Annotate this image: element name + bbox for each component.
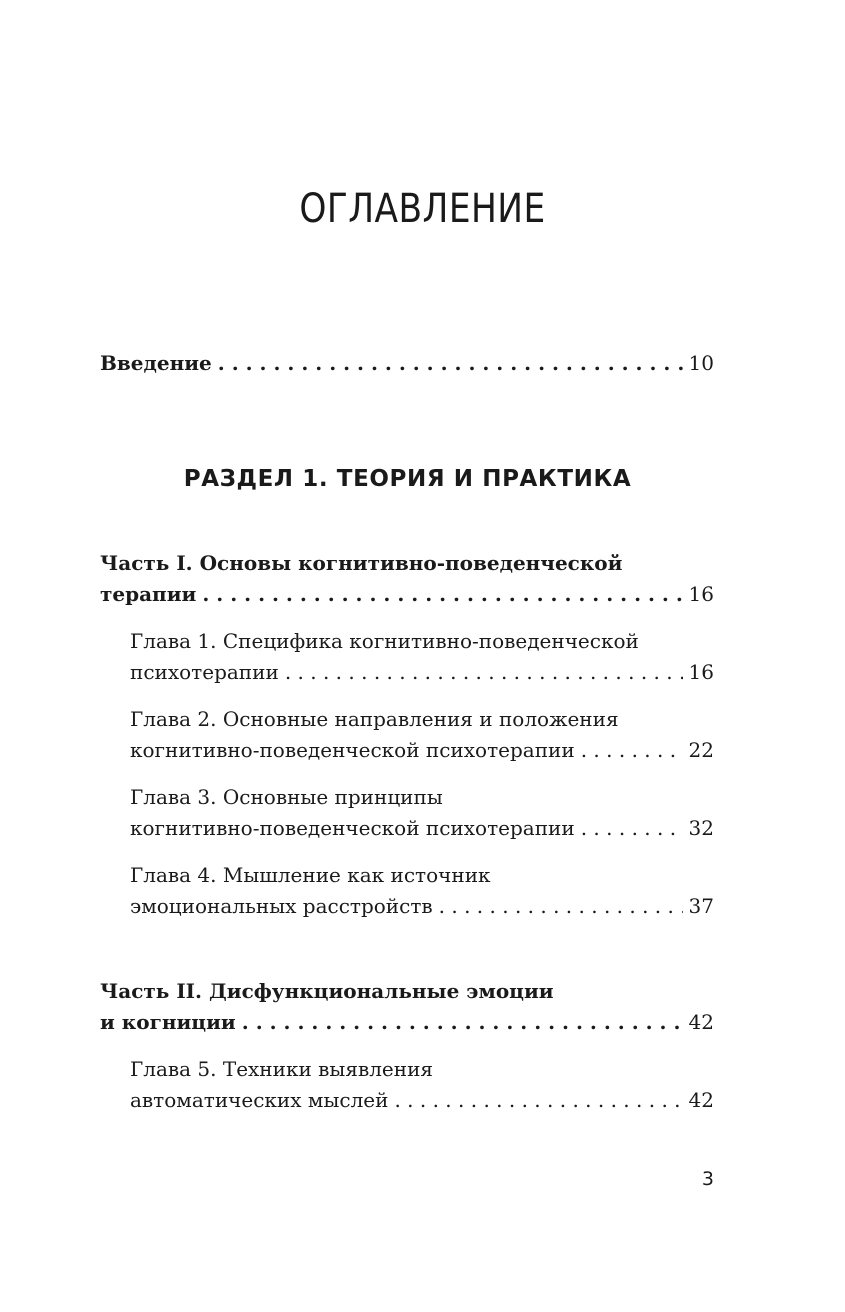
dot-leader	[394, 1085, 682, 1116]
toc-entry-chapter-5[interactable]	[130, 1054, 714, 1116]
toc-entry-part-1[interactable]	[100, 548, 714, 610]
toc-entry-label: Часть II. Дисфункциональные эмоции	[100, 979, 554, 1003]
toc-entry-label: Глава 3. Основные принципы	[130, 785, 443, 809]
toc-page-number: 42	[688, 1010, 714, 1034]
toc-entry-chapter-2[interactable]	[130, 704, 714, 766]
toc-page-number: 22	[688, 738, 714, 762]
dot-leader	[202, 579, 682, 610]
toc-entry-introduction[interactable]	[100, 348, 714, 379]
toc-entry-label: Часть I. Основы когнитивно-поведенческой	[100, 551, 623, 575]
toc-page-number: 37	[688, 894, 714, 918]
section-heading: РАЗДЕЛ 1. ТЕОРИЯ И ПРАКТИКА	[183, 466, 632, 492]
toc-entry-label: Глава 4. Мышление как источник	[130, 863, 491, 887]
toc-entry-label: Глава 2. Основные направления и положения	[130, 707, 619, 731]
toc-entry-label: Глава 1. Специфика когнитивно-поведенческой	[130, 629, 639, 653]
toc-page-number: 32	[688, 816, 714, 840]
toc-entry-label: Глава 5. Техники выявления	[130, 1057, 434, 1081]
dot-leader	[218, 348, 683, 379]
dot-leader	[439, 891, 683, 922]
page-number: 3	[701, 1168, 714, 1190]
toc-entry-label-continued: и когниции	[100, 1010, 236, 1034]
toc-page-number: 16	[688, 660, 714, 684]
toc-entry-chapter-1[interactable]	[130, 626, 714, 688]
dot-leader	[581, 813, 683, 844]
toc-entry-chapter-3[interactable]	[130, 782, 714, 844]
toc-page-number: 42	[688, 1088, 714, 1112]
toc-entry-label-continued: терапии	[100, 582, 197, 606]
toc-entry-part-2[interactable]	[100, 976, 714, 1038]
dot-leader	[285, 657, 683, 688]
toc-page-number: 10	[688, 351, 714, 375]
toc-entry-chapter-4[interactable]	[130, 860, 714, 922]
dot-leader	[581, 735, 683, 766]
page-title: ОГЛАВЛЕНИЕ	[299, 186, 546, 232]
toc-page-number: 16	[688, 582, 714, 606]
dot-leader	[242, 1007, 683, 1038]
toc-entry-label-continued: психотерапии	[130, 660, 279, 684]
toc-entry-label-continued: когнитивно-поведенческой психотерапии	[130, 816, 575, 840]
toc-entry-label-continued: автоматических мыслей	[130, 1088, 389, 1112]
toc-entry-label: Введение	[100, 351, 212, 375]
toc-entry-label-continued: когнитивно-поведенческой психотерапии	[130, 738, 575, 762]
toc-entry-label-continued: эмоциональных расстройств	[130, 894, 433, 918]
